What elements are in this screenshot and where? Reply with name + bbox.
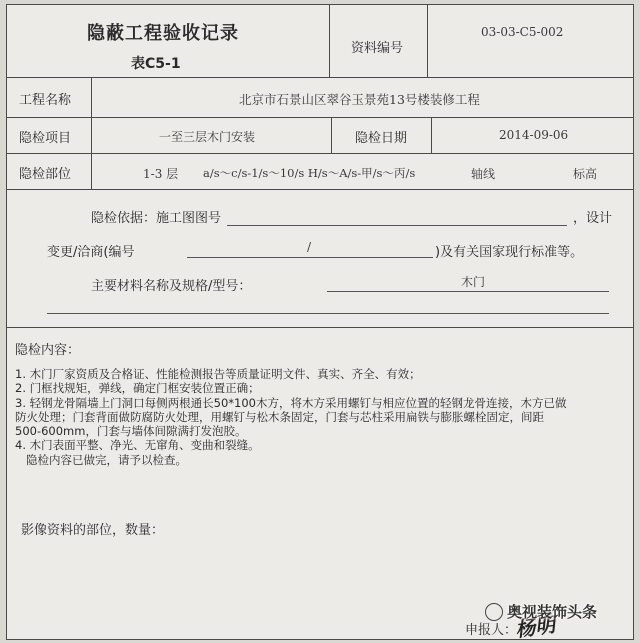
basis-design-word: ，设计 [573,211,613,226]
content-line: 4. 木门表面平整、净光、无窜角、变曲和裂缝。 [15,438,260,453]
form-title: 隐蔽工程验收记录 [87,23,239,44]
inspection-date-label: 隐检日期 [355,131,408,146]
location-elevation-word: 标高 [573,167,598,181]
location-axis-word: 轴线 [471,167,496,181]
drawing-no-blank [227,225,567,226]
inspection-item-label: 隐检项目 [19,131,72,146]
materials-label: 主要材料名称及规格/型号： [91,279,252,294]
wechat-logo-icon [485,603,503,621]
col-divider [431,117,432,153]
row-divider [7,77,633,78]
inspection-item-value: 一至三层木门安装 [159,130,256,144]
extra-blank-line [47,313,609,314]
applicant-signature: 杨明 [513,612,557,642]
row-divider [7,153,633,154]
content-line: 500-600mm，门套与墙体间隙满打发泡胶。 [15,424,247,439]
inspection-location-label: 隐检部位 [19,167,72,182]
project-name-value: 北京市石景山区翠谷玉景苑13号楼装修工程 [239,92,480,107]
content-line: 1. 木门厂家资质及合格证、性能检测报告等质量证明文件、真实、齐全、有效； [15,367,421,381]
col-divider [331,117,332,153]
doc-no-value: 03-03-C5-002 [481,25,564,39]
project-name-label: 工程名称 [19,93,72,108]
col-divider [91,77,92,189]
inspection-date-value: 2014-09-06 [499,128,569,142]
location-axes: a/s～c/s-1/s～10/s H/s～A/s-甲/s～丙/s [203,166,416,180]
watermark-text: 奥视装饰头条 [507,603,598,621]
basis-standards-text: )及有关国家现行标准等。 [435,245,584,260]
col-divider [329,5,330,77]
materials-value: 木门 [461,275,486,289]
location-floor: 1-3 层 [143,167,179,181]
table-number: 表C5-1 [131,56,181,72]
content-line: 3. 轻钢龙骨隔墙上门洞口每侧两根通长50*100木方，将木方采用螺钉与相应位置的轻钢龙骨连接，木方已做 [15,395,567,410]
content-line: 防火处理；门套背面做防腐防火处理，用螺钉与松木条固定，门套与芯柱采用扁铁与膨胀螺栓固定，间距 [15,409,544,424]
basis-change-label: 变更/洽商(编号 [47,245,135,260]
content-line: 隐检内容已做完，请予以检查。 [15,452,187,467]
col-divider [427,5,428,77]
images-label: 影像资料的部位，数量： [21,523,165,538]
row-divider [7,327,633,328]
change-no-blank [187,257,433,258]
basis-drawing-label: 隐检依据：施工图图号 [91,211,222,226]
content-heading: 隐检内容： [15,343,81,358]
doc-no-label: 资料编号 [351,41,404,56]
materials-blank [327,291,609,292]
change-no-value: / [307,240,312,254]
row-divider [7,117,633,118]
applicant-label: 申报人： [465,623,518,638]
content-line: 2. 门框找规矩，弹线，确定门框安装位置正确； [15,381,260,396]
row-divider [7,189,633,190]
acceptance-record-sheet [6,4,634,640]
inspection-content [15,367,627,467]
